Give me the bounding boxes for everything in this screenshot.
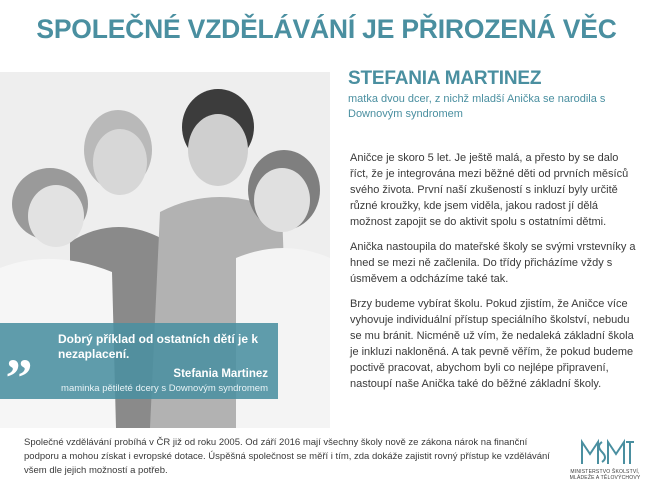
- quote-author: Stefania Martinez: [173, 368, 268, 380]
- quote-mark-icon: „: [6, 320, 33, 380]
- paragraph: Anička nastoupila do mateřské školy se svými vrstevníky a hned se mezi ně začlenila. Do třídy přicházíme vždy s úsměvem a odcházíme také tak.: [350, 241, 636, 285]
- quote-text: Dobrý příklad od ostatních dětí je k nezaplacení.: [58, 332, 259, 361]
- logo-label: MINISTERSTVO ŠKOLSTVÍ, MLÁDEŽE A TĚLOVÝCHOVY: [569, 469, 641, 481]
- msmt-logo-icon: [568, 436, 642, 468]
- msmt-logo: [568, 436, 642, 482]
- paragraph: Brzy budeme vybírat školu. Pokud zjistím, že Aničce více vyhovuje individuální přístup speciálního školství, nebudu se mu bránit. Nicméně už vím, že nedaleká základní škola je inkluzi nakloněná. A tak pevně věřím, že pokud budeme poctivě pracovat, abychom byli co nejlépe připravení, nastoupí naše Anička také do běžné základní školy.: [350, 298, 634, 390]
- quote-author-role: maminka pětileté dcery s Downovým syndromem: [61, 383, 268, 394]
- person-description: matka dvou dcer, z nichž mladší Anička se narodila s Downovým syndromem: [348, 93, 606, 120]
- paragraph: Aničce je skoro 5 let. Je ještě malá, a přesto by se dalo říct, že je integrována mezi běžné děti od prvních měsíců svého života. První naší zkušeností s inkluzí byly určitě různé kroužky, kde jsem viděla, jakou radost jí dělá možnost zapojit se do aktivit spolu s ostatními dětmi.: [350, 152, 629, 228]
- headline: SPOLEČNÉ VZDĚLÁVÁNÍ JE PŘIROZENÁ VĚC: [36, 14, 617, 44]
- footer-text: Společné vzdělávání probíhá v ČR již od roku 2005. Od září 2016 mají všechny školy nově ze zákona nárok na finanční podporu a mohou získat i evropské dotace. Úspěšná společnost se měří i tím, zda dokáže zajistit rovný přístup ke vzdělávání všem dle jejich možností a potřeb.: [24, 437, 550, 476]
- article-body: [350, 150, 638, 401]
- quote-box: [0, 320, 278, 399]
- person-name: STEFANIA MARTINEZ: [348, 68, 542, 89]
